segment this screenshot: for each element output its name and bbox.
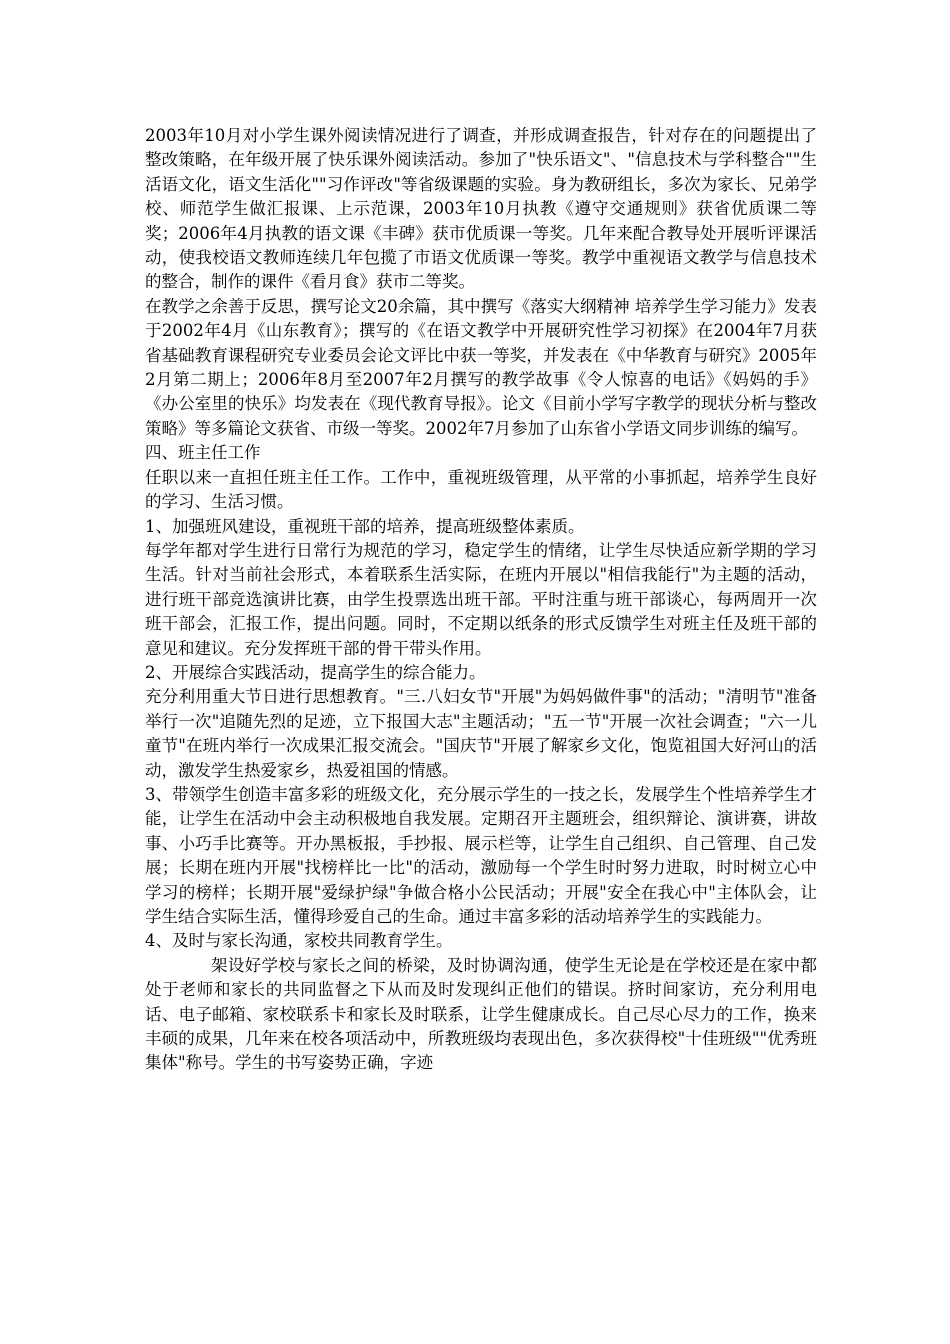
paragraph-class-culture: 3、带领学生创造丰富多彩的班级文化，充分展示学生的一技之长，发展学生个性培养学生才能，让学生在活动中会主动积极地自我发展。定期召开主题班会，组织辩论、演讲赛，讲故事、小巧手比赛等。开办黑板报，手抄报、展示栏等，让学生自己组织、自己管理、自己发展；长期在班内开展"找榜样比一比"的活动，激励每一个学生时时努力进取，时时树立心中学习的榜样；长期开展"爱绿护绿"争做合格小公民活动；开展"安全在我心中"主体队会，让学生结合实际生活，懂得珍爱自己的生命。通过丰富多彩的活动培养学生的实践能力。 [145,784,817,926]
paragraph-research-and-classes: 2003年10月对小学生课外阅读情况进行了调查，并形成调查报告，针对存在的问题提出了整改策略，在年级开展了快乐课外阅读活动。参加了"快乐语文"、"信息技术与学科整合""生活语文化，语文生活化""习作评改"等省级课题的实验。身为教研组长，多次为家长、兄弟学校、师范学生做汇报课、上示范课，2003年10月执教《遵守交通规则》获省优质课二等奖；2006年4月执教的语文课《丰碑》获市优质课一等奖。几年来配合教导处开展听评课活动，使我校语文教师连续几年包揽了市语文优质课一等奖。教学中重视语文教学与信息技术的整合，制作的课件《看月食》获市二等奖。 [145,126,817,292]
paragraph-festival-activities: 充分利用重大节日进行思想教育。"三.八妇女节"开展"为妈妈做件事"的活动；"清明节"准备举行一次"追随先烈的足迹，立下报国大志"主题活动；"五一节"开展一次社会调查；"六一儿童节"在班内举行一次成果汇报交流会。"国庆节"开展了解家乡文化，饱览祖国大好河山的活动，激发学生热爱家乡，热爱祖国的情感。 [145,687,817,780]
paragraph-papers-published: 在教学之余善于反思，撰写论文20余篇，其中撰写《落实大纲精神 培养学生学习能力》发表于2002年4月《山东教育》；撰写的《在语文教学中开展研究性学习初探》在2004年7月获省基础教育课程研究专业委员会论文评比中获一等奖，并发表在《中华教育与研究》2005年2月第二期上；2006年8月至2007年2月撰写的教学故事《令人惊喜的电话》《妈妈的手》《办公室里的快乐》均发表在《现代教育导报》。论文《目前小学写字教学的现状分析与整改策略》等多篇论文获省、市级一等奖。2002年7月参加了山东省小学语文同步训练的编写。 [145,296,817,438]
item-heading-1: 1、加强班风建设，重视班干部的培养，提高班级整体素质。 [145,516,585,536]
item-heading-4: 4、及时与家长沟通，家校共同教育学生。 [145,931,453,951]
paragraph-class-teacher-intro: 任职以来一直担任班主任工作。工作中，重视班级管理，从平常的小事抓起，培养学生良好的学习、生活习惯。 [145,467,817,512]
paragraph-home-school: 架设好学校与家长之间的桥梁，及时协调沟通，使学生无论是在学校还是在家中都处于老师和家长的共同监督之下从而及时发现纠正他们的错误。挤时间家访，充分利用电话、电子邮箱、家校联系卡和家长及时联系，让学生健康成长。自己尽心尽力的工作，换来丰硕的成果，几年来在校各项活动中，所教班级均表现出色，多次获得校"十佳班级""优秀班集体"称号。学生的书写姿势正确，字迹 [145,955,817,1073]
paragraph-class-cadres: 每学年都对学生进行日常行为规范的学习，稳定学生的情绪，让学生尽快适应新学期的学习生活。针对当前社会形式，本着联系生活实际，在班内开展以"相信我能行"为主题的活动，进行班干部竞选演讲比赛，由学生投票选出班干部。平时注重与班干部谈心，每两周开一次班干部会，汇报工作，提出问题。同时，不定期以纸条的形式反馈学生对班主任及班干部的意见和建议。充分发挥班干部的骨干带头作用。 [145,540,817,658]
section-heading-class-teacher: 四、班主任工作 [145,443,261,463]
item-heading-2: 2、开展综合实践活动，提高学生的综合能力。 [145,662,486,682]
document-body [145,124,817,1076]
